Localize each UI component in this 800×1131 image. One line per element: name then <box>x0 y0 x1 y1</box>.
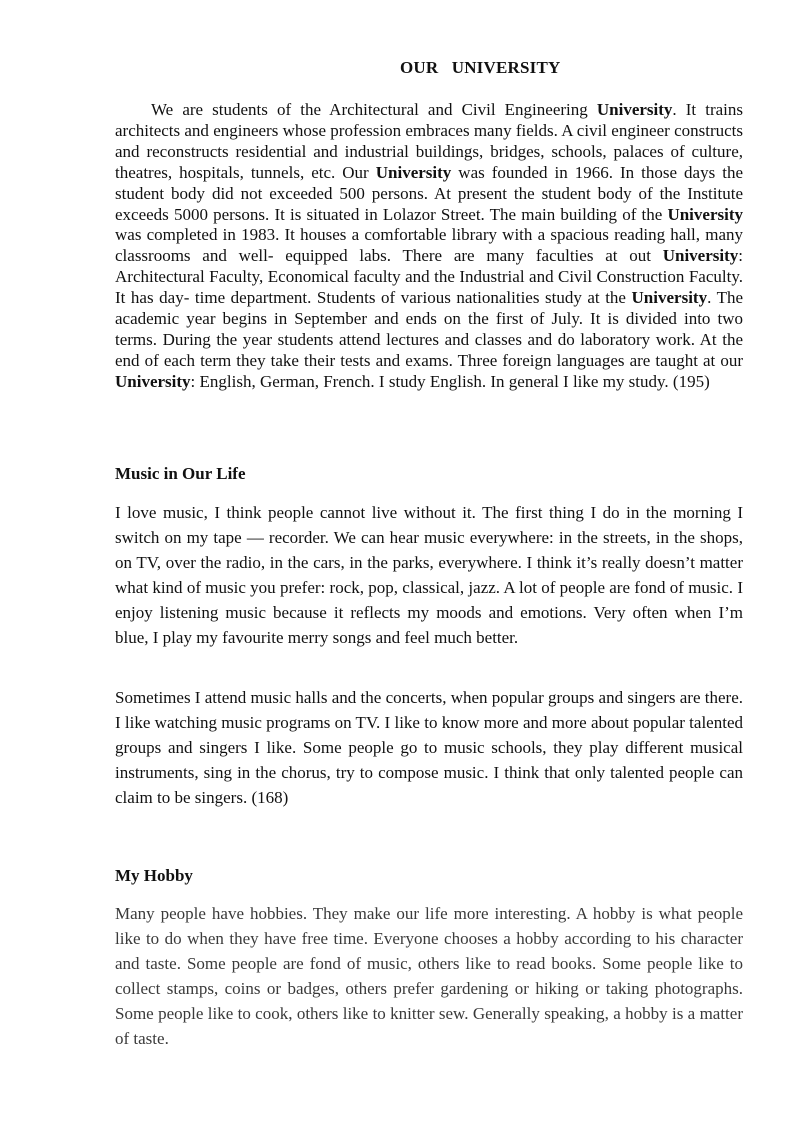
hobby-paragraph: Many people have hobbies. They make our life more interesting. A hobby is what people like to do when they have free time. Everyone chooses a hobby according to his character and taste. Some people are fond of music, others like to read books. Some people like to collect stamps, coins or badges, others prefer gardening or hiking or taking photographs. Some people like to cook, others like to knitter sew. Generally speaking, a hobby is a matter of taste. <box>115 904 743 1048</box>
text-run: was completed in 1983. It houses a comfortable library with a spacious reading hall, many classrooms and well- equipped labs. There are many faculties at out <box>115 225 743 266</box>
text-run: . The academic year begins in September and ends on the first of July. It is divided into two terms. During the year students attend lectures and classes and do laboratory work. At the end of each term they take their tests and exams. Three foreign languages are taught at our <box>115 288 744 370</box>
text-run: : English, German, French. I study English. In general I like my study. (195) <box>190 371 710 391</box>
music-paragraph-1: I love music, I think people cannot live without it. The first thing I do in the morning I switch on my tape — recorder. We can hear music everywhere: in the streets, in the shops, on TV, over the radio, in the cars, in the parks, everywhere. I think it’s really doesn’t matter what kind of music you prefer: rock, pop, classical, jazz. A lot of people are fond of music. I enjoy listening music because it reflects my moods and emotions. Very often when I’m blue, I play my favourite merry songs and feel much better. <box>115 503 743 647</box>
university-paragraph <box>115 100 743 393</box>
text-run: was founded in 1966. In those days the student body did not exceeded 500 persons. At present the student body of the Institute exceeds 5000 persons. It is situated in Lolazor Street. The main building of the <box>115 162 744 224</box>
music-heading: Music in Our Life <box>115 464 246 483</box>
hobby-heading: My Hobby <box>115 866 193 885</box>
keyword-university: University <box>631 288 708 308</box>
keyword-university: University <box>115 371 191 391</box>
keyword-university: University <box>375 162 452 182</box>
text-run: : Architectural Faculty, Economical faculty and the Industrial and Civil Construction Faculty. It has day- time department. Students of various nationalities study at the <box>115 246 743 308</box>
page-title: OUR UNIVERSITY <box>400 58 561 77</box>
keyword-university: University <box>667 204 743 224</box>
text-run: . It trains architects and engineers whose profession embraces many fields. A civil engineer constructs and reconstructs residential and industrial buildings, bridges, schools, palaces of culture, theatres, hospitals, tunnels, etc. Our <box>115 100 743 182</box>
music-paragraph-2: Sometimes I attend music halls and the concerts, when popular groups and singers are there. I like watching music programs on TV. I like to know more and more about popular talented groups and singers I like. Some people go to music schools, they play different musical instruments, sing in the chorus, try to compose music. I think that only talented people can claim to be singers. (168) <box>115 688 743 807</box>
text-run: We are students of the Architectural and Civil Engineering <box>151 100 597 119</box>
keyword-university: University <box>662 246 739 266</box>
keyword-university: University <box>596 100 673 119</box>
